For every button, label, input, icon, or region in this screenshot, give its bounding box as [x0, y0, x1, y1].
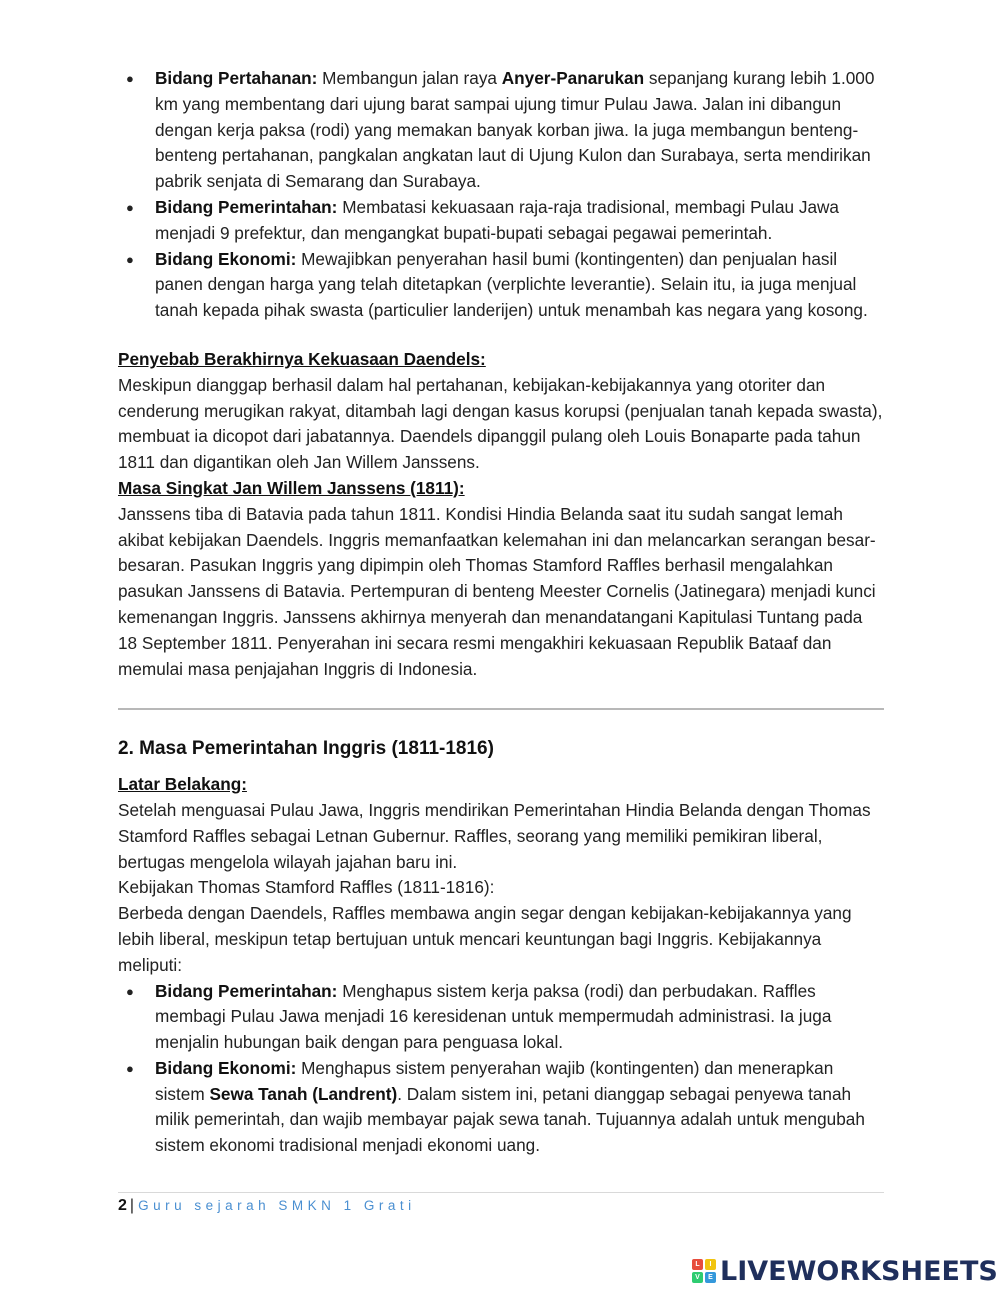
footer-divider [118, 1192, 884, 1193]
list-item [118, 979, 884, 1056]
section-title: 2. Masa Pemerintahan Inggris (1811-1816) [118, 738, 494, 760]
footer-separator: | [129, 1197, 135, 1214]
daendels-policy-list [118, 66, 884, 324]
bullet-icon: ● [126, 251, 134, 267]
logo-letter: V [692, 1272, 703, 1283]
item-label: Bidang Pemerintahan: [155, 196, 338, 217]
logo-letter: E [705, 1272, 716, 1283]
item-text: Membatasi kekuasaan raja-raja tradisional, membagi Pulau Jawa menjadi 9 prefektur, dan mengangkat bupati-bupati sebagai pegawai pemerintah. [155, 196, 839, 243]
item-bold-term: Anyer-Panarukan [501, 68, 645, 88]
footer-text: Guru sejarah SMKN 1 Grati [138, 1198, 416, 1213]
liveworksheets-logo-icon [692, 1259, 716, 1283]
liveworksheets-logo[interactable] [692, 1254, 998, 1288]
item-text: Mewajibkan penyerahan hasil bumi (kontingenten) dan penjualan hasil panen dengan harga yang telah ditetapkan (verplichte leverantie). Selain itu, ia juga menjual tanah kepada pihak swasta (particulier landerijen) untuk menambah kas negara yang kosong. [155, 248, 868, 321]
section-divider [118, 708, 884, 710]
item-label: Bidang Pertahanan: [155, 68, 318, 88]
list-item [118, 247, 884, 324]
logo-letter: L [692, 1259, 703, 1270]
list-item [118, 1056, 884, 1159]
page-number: 2 [118, 1197, 127, 1214]
item-label: Bidang Pemerintahan: [155, 980, 338, 1001]
bullet-icon: ● [126, 1060, 134, 1076]
latar-heading: Latar Belakang: [118, 774, 247, 795]
item-text: . Dalam sistem ini, petani dianggap sebagai penyewa tanah milik pemerintah, dan wajib membayar pajak sewa tanah. Tujuannya adalah untuk mengubah sistem ekonomi tradisional menjadi ekonomi uang. [155, 1083, 865, 1156]
penyebab-heading: Penyebab Berakhirnya Kekuasaan Daendels: [118, 348, 486, 369]
raffles-policy-list [118, 979, 884, 1160]
bullet-icon: ● [126, 71, 134, 86]
bullet-icon: ● [126, 983, 134, 999]
list-item [118, 66, 884, 195]
item-label: Bidang Ekonomi: [155, 1057, 297, 1078]
item-text: Membangun jalan raya [317, 68, 502, 88]
item-text: Menghapus sistem kerja paksa (rodi) dan perbudakan. Raffles membagi Pulau Jawa menjadi 16 keresidenan untuk mempermudah administrasi. Ia juga menjalin hubungan baik dengan para penguasa lokal. [155, 980, 832, 1053]
list-item [118, 195, 884, 247]
janssens-heading: Masa Singkat Jan Willem Janssens (1811): [118, 477, 465, 498]
latar-text: Setelah menguasai Pulau Jawa, Inggris mendirikan Pemerintahan Hindia Belanda dengan Thomas Stamford Raffles sebagai Letnan Gubernur. Raffles, seorang yang memiliki pemikiran liberal, bertugas mengelola wilayah jajahan baru ini. [118, 799, 871, 872]
item-text: sepanjang kurang lebih 1.000 km yang membentang dari ujung barat sampai ujung timur Pulau Jawa. Jalan ini dibangun dengan kerja paksa (rodi) yang memakan banyak korban jiwa. Ia juga membangun benteng-benteng pertahanan, pangkalan angkatan laut di Ujung Kulon dan Surabaya, serta mendirikan pabrik senjata di Semarang dan Surabaya. [155, 68, 875, 192]
brand-name: LIVEWORKSHEETS [720, 1255, 998, 1287]
logo-letter: I [705, 1259, 716, 1270]
page-footer [118, 1196, 416, 1216]
penyebab-text: Meskipun dianggap berhasil dalam hal pertahanan, kebijakan-kebijakannya yang otoriter dan cenderung merugikan rakyat, ditambah lagi dengan kasus korupsi (penjualan tanah kepada swasta), membuat ia dicopot dari jabatannya. Daendels dipanggil pulang oleh Louis Bonaparte pada tahun 1811 dan digantikan oleh Jan Willem Janssens. [118, 374, 883, 473]
bullet-icon: ● [126, 199, 134, 215]
item-bold-term: Sewa Tanah (Landrent) [209, 1083, 398, 1104]
item-text: Menghapus sistem penyerahan wajib (kontingenten) dan menerapkan sistem [155, 1057, 834, 1104]
kebijakan-text: Berbeda dengan Daendels, Raffles membawa angin segar dengan kebijakan-kebijakannya yang lebih liberal, meskipun tetap bertujuan untuk mencari keuntungan bagi Inggris. Kebijakannya meliputi: [118, 903, 852, 975]
kebijakan-title: Kebijakan Thomas Stamford Raffles (1811-1816): [118, 877, 495, 898]
item-label: Bidang Ekonomi: [155, 248, 297, 269]
janssens-text: Janssens tiba di Batavia pada tahun 1811. Kondisi Hindia Belanda saat itu sudah sangat lemah akibat kebijakan Daendels. Inggris memanfaatkan kelemahan ini dan melancarkan serangan besar-besaran. Pasukan Inggris yang dipimpin oleh Thomas Stamford Raffles berhasil mengalahkan pasukan Janssens di Batavia. Pertempuran di benteng Meester Cornelis (Jatinegara) menjadi kunci kemenangan Inggris. Janssens akhirnya menyerah dan menandatangani Kapitulasi Tuntang pada 18 September 1811. Penyerahan ini secara resmi mengakhiri kekuasaan Republik Bataaf dan memulai masa penjajahan Inggris di Indonesia. [118, 503, 876, 679]
document-page [118, 66, 884, 1159]
